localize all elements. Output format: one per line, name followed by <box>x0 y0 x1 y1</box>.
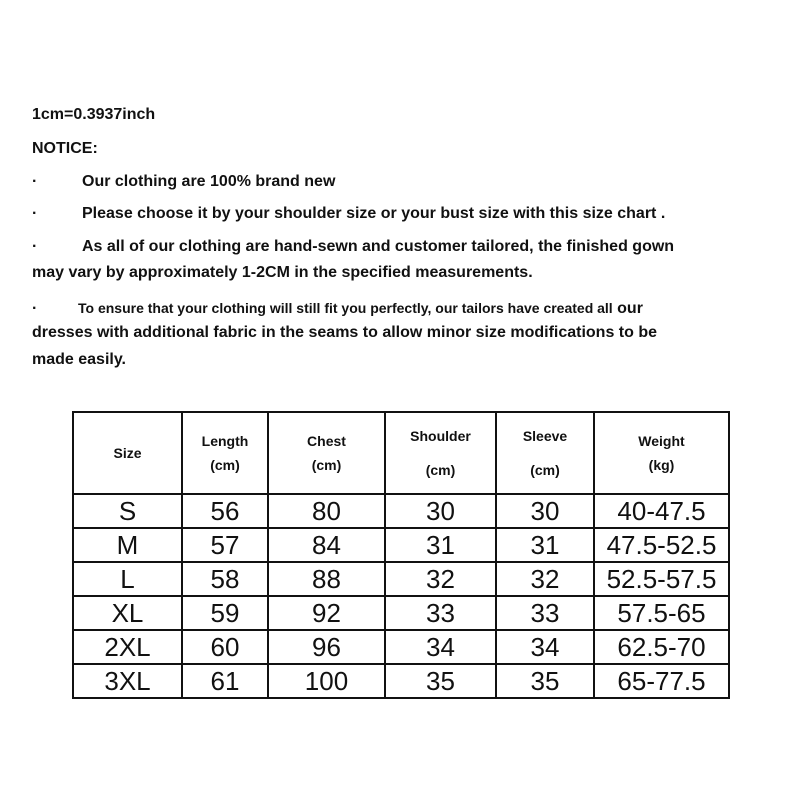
cell-length: 59 <box>182 596 268 630</box>
bullet-item-4 <box>32 297 643 320</box>
cell-weight: 40-47.5 <box>594 494 729 528</box>
cell-sleeve: 33 <box>496 596 594 630</box>
cell-chest: 88 <box>268 562 385 596</box>
cell-shoulder: 33 <box>385 596 496 630</box>
notice-title: NOTICE: <box>32 140 98 157</box>
cell-chest: 80 <box>268 494 385 528</box>
bullet-item-2 <box>32 203 665 225</box>
cell-sleeve: 30 <box>496 494 594 528</box>
header-size: Size <box>73 412 182 494</box>
cell-shoulder: 35 <box>385 664 496 698</box>
bullet-dot: · <box>32 205 38 222</box>
cell-sleeve: 31 <box>496 528 594 562</box>
header-weight: Weight (kg) <box>594 412 729 494</box>
bullet-dot: · <box>32 238 38 255</box>
table-row <box>73 562 729 596</box>
bullet-text: Please choose it by your shoulder size or your bust size with this size chart . <box>82 205 666 222</box>
bullet-dot: · <box>32 173 38 190</box>
bullet-text: Our clothing are 100% brand new <box>82 173 336 190</box>
cell-weight: 47.5-52.5 <box>594 528 729 562</box>
cell-shoulder: 31 <box>385 528 496 562</box>
cell-chest: 100 <box>268 664 385 698</box>
bullet-item-4-end: made easily. <box>32 351 126 368</box>
cell-size: 2XL <box>73 630 182 664</box>
cell-sleeve: 34 <box>496 630 594 664</box>
header-shoulder: Shoulder (cm) <box>385 412 496 494</box>
table-header-row <box>73 412 729 494</box>
bullet-text: To ensure that your clothing will still fit you perfectly, our tailors have created all <box>78 300 613 316</box>
cell-chest: 84 <box>268 528 385 562</box>
size-chart-table <box>72 411 730 699</box>
cell-shoulder: 30 <box>385 494 496 528</box>
bullet-item-1 <box>32 171 335 193</box>
table-row <box>73 630 729 664</box>
cell-weight: 65-77.5 <box>594 664 729 698</box>
cell-shoulder: 34 <box>385 630 496 664</box>
cell-length: 57 <box>182 528 268 562</box>
cell-size: 3XL <box>73 664 182 698</box>
cell-size: S <box>73 494 182 528</box>
cell-length: 61 <box>182 664 268 698</box>
cell-sleeve: 32 <box>496 562 594 596</box>
table-row <box>73 664 729 698</box>
table-row <box>73 596 729 630</box>
cell-chest: 92 <box>268 596 385 630</box>
cell-weight: 57.5-65 <box>594 596 729 630</box>
cell-weight: 62.5-70 <box>594 630 729 664</box>
bullet-item-3-continuation: may vary by approximately 1-2CM in the specified measurements. <box>32 264 533 281</box>
bullet-text-end: our <box>617 300 643 317</box>
bullet-dot: · <box>32 300 38 317</box>
cell-sleeve: 35 <box>496 664 594 698</box>
cell-size: M <box>73 528 182 562</box>
bullet-item-3 <box>32 236 674 258</box>
unit-conversion: 1cm=0.3937inch <box>32 106 156 123</box>
table-row <box>73 528 729 562</box>
cell-chest: 96 <box>268 630 385 664</box>
cell-shoulder: 32 <box>385 562 496 596</box>
cell-weight: 52.5-57.5 <box>594 562 729 596</box>
header-chest: Chest (cm) <box>268 412 385 494</box>
cell-length: 60 <box>182 630 268 664</box>
header-length: Length (cm) <box>182 412 268 494</box>
header-sleeve: Sleeve (cm) <box>496 412 594 494</box>
cell-size: XL <box>73 596 182 630</box>
cell-length: 56 <box>182 494 268 528</box>
bullet-text: As all of our clothing are hand-sewn and customer tailored, the finished gown <box>82 238 675 255</box>
table-row <box>73 494 729 528</box>
bullet-item-4-continuation: dresses with additional fabric in the seams to allow minor size modifications to be <box>32 324 658 341</box>
cell-size: L <box>73 562 182 596</box>
cell-length: 58 <box>182 562 268 596</box>
